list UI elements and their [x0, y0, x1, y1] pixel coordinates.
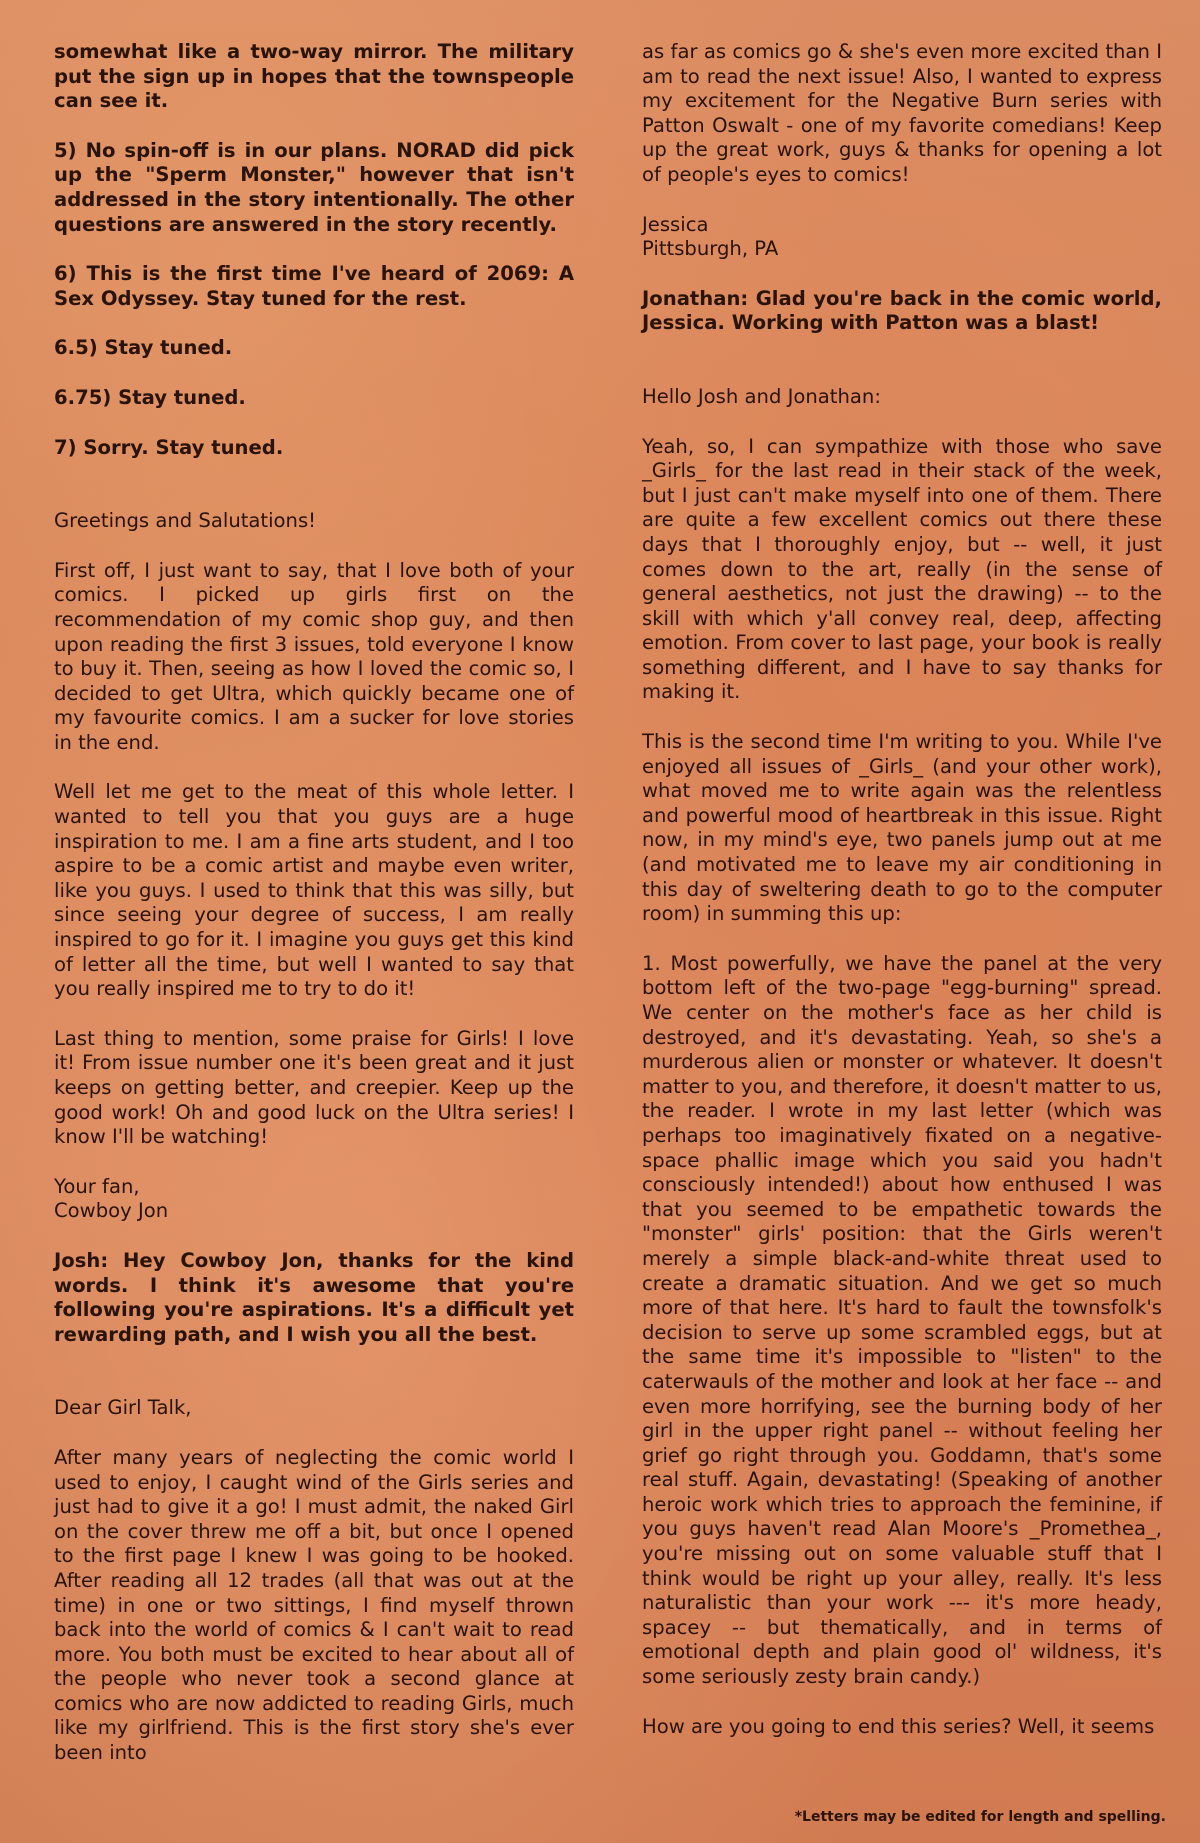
letter-paragraph: Yeah, so, I can sympathize with those who save _Girls_ for the last read in their stack of the week, but I just can't make myself into one of them. There are quite a few excellent comics out there these days that I thoroughly enjoy, but -- well, it just comes down to the art, really (in the sense of general aesthetics, not just the drawing) -- to the skill with which y'all convey real, deep, affecting emotion. From cover to last page, your book is really something different, and I have to say thanks for making it. — [642, 434, 1162, 704]
spacer — [54, 485, 574, 509]
letter-paragraph: This is the second time I'm writing to you. While I've enjoyed all issues of _Girls_ (and your other work), what moved me to write again was the relentless and powerful mood of heartbreak in this issue. Right now, in my mind's eye, two panels jump out at me (and motivated me to leave my air conditioning in this day of sweltering death to go to the computer room) in summing this up: — [642, 730, 1162, 926]
letter-paragraph: Well let me get to the meat of this whole letter. I wanted to tell you that you guys are a huge inspiration to me. I am a fine arts student, and I too aspire to be a comic artist and maybe even writer, like you guys. I used to think that this was silly, but since seeing your degree of success, I am really inspired to go for it. I imagine you guys get this kind of letter all the time, but well I wanted to say that you really inspired me to try to do it! — [54, 780, 574, 1001]
letter-paragraph: 1. Most powerfully, we have the panel at the very bottom left of the two-page "egg-burning" spread. We center on the mother's face as her child is destroyed, and it's devastating. Yeah, so she's a murderous alien or monster or whatever. It doesn't matter to you, and therefore, it doesn't matter to us, the reader. I wrote in my last letter (which was perhaps too imaginatively fixated on a negative-space phallic image which you said you hadn't consciously intended!) about how enthused I was that you seemed to be empathetic towards the "monster" girls' position: that the Girls weren't merely a simple black-and-white threat used to create a dramatic situation. And we get so much more of that here. It's hard to fault the townsfolk's decision to serve up some scrambled eggs, but at the same time it's impossible to "listen" to the caterwauls of the mother and look at her face -- and even more horrifying, see the burning body of her girl in the upper right panel -- without feeling her grief go right through you. Goddamn, that's some real stuff. Again, devastating! (Speaking of another heroic work which tries to approach the feminine, if you guys haven't read Alan Moore's _Promethea_, you're missing out on some valuable stuff that I think would be right up your alley, really. It's less naturalistic than your work --- it's more heady, spacey -- but thematically, and in terms of emotional depth and plain good ol' wildness, it's some seriously zesty brain candy.) — [642, 951, 1162, 1689]
answer-7: 7) Sorry. Stay tuned. — [54, 435, 284, 459]
signature-closing: Your fan, — [54, 1174, 140, 1198]
right-column — [642, 40, 1162, 1764]
spacer — [54, 1372, 574, 1396]
reply-jonathan: Jonathan: Glad you're back in the comic world, Jessica. Working with Patton was a blast! — [642, 286, 1162, 335]
signature-name: Cowboy Jon — [54, 1199, 169, 1223]
letter-signature — [54, 1175, 574, 1224]
answer-6-5: 6.5) Stay tuned. — [54, 336, 233, 360]
signature-name: Jessica — [642, 212, 709, 236]
letter-greeting: Greetings and Salutations! — [54, 509, 317, 533]
letter-paragraph: First off, I just want to say, that I love both of your comics. I picked up girls first on the recommendation of my comic shop guy, and then upon reading the first 3 issues, told everyone I know to buy it. Then, seeing as how I loved the comic so, I decided to get Ultra, which quickly became one of my favourite comics. I am a sucker for love stories in the end. — [54, 558, 574, 754]
edit-footnote: *Letters may be edited for length and spelling. — [794, 1809, 1166, 1825]
answer-6: 6) This is the first time I've heard of 2069: A Sex Odyssey. Stay tuned for the rest. — [54, 262, 574, 310]
letter-greeting: Dear Girl Talk, — [54, 1396, 192, 1420]
letter-paragraph: After many years of neglecting the comic world I used to enjoy, I caught wind of the Girls series and just had to give it a go! I must admit, the naked Girl on the cover threw me off a bit, but once I opened to the first page I knew I was going to be hooked. After reading all 12 trades (all that was out at the time) in one or two sittings, I find myself thrown back into the world of comics & I can't wait to read more. You both must be excited to hear about all of the people who never took a second glance at comics who are now addicted to reading Girls, much like my girlfriend. This is the first story she's ever been into — [54, 1445, 574, 1765]
left-column — [54, 40, 574, 1791]
letter-paragraph: How are you going to end this series? Well, it seems — [642, 1714, 1155, 1738]
answer-6-75: 6.75) Stay tuned. — [54, 385, 246, 409]
letter-signature — [642, 213, 1162, 262]
answer-5: 5) No spin-off is in our plans. NORAD did pick up the "Sperm Monster," however that isn't addressed in the story intentionally. The other questions are answered in the story recently. — [54, 138, 574, 236]
answer-continuation: somewhat like a two-way mirror. The military put the sign up in hopes that the townspeople can see it. — [54, 40, 574, 113]
reply-josh: Josh: Hey Cowboy Jon, thanks for the kind words. I think it's awesome that you're following you're aspirations. It's a difficult yet rewarding path, and I wish you all the best. — [54, 1248, 574, 1346]
signature-location: Pittsburgh, PA — [642, 237, 779, 261]
letter-greeting: Hello Josh and Jonathan: — [642, 384, 881, 408]
spacer — [642, 361, 1162, 385]
letter-paragraph: as far as comics go & she's even more excited than I am to read the next issue! Also, I wanted to express my excitement for the Negative Burn series with Patton Oswalt - one of my favorite comedians! Keep up the great work, guys & thanks for opening a lot of people's eyes to comics! — [642, 40, 1162, 186]
letter-paragraph: Last thing to mention, some praise for Girls! I love it! From issue number one it's been great and it just keeps on getting better, and creepier. Keep up the good work! Oh and good luck on the Ultra series! I know I'll be watching! — [54, 1026, 574, 1149]
